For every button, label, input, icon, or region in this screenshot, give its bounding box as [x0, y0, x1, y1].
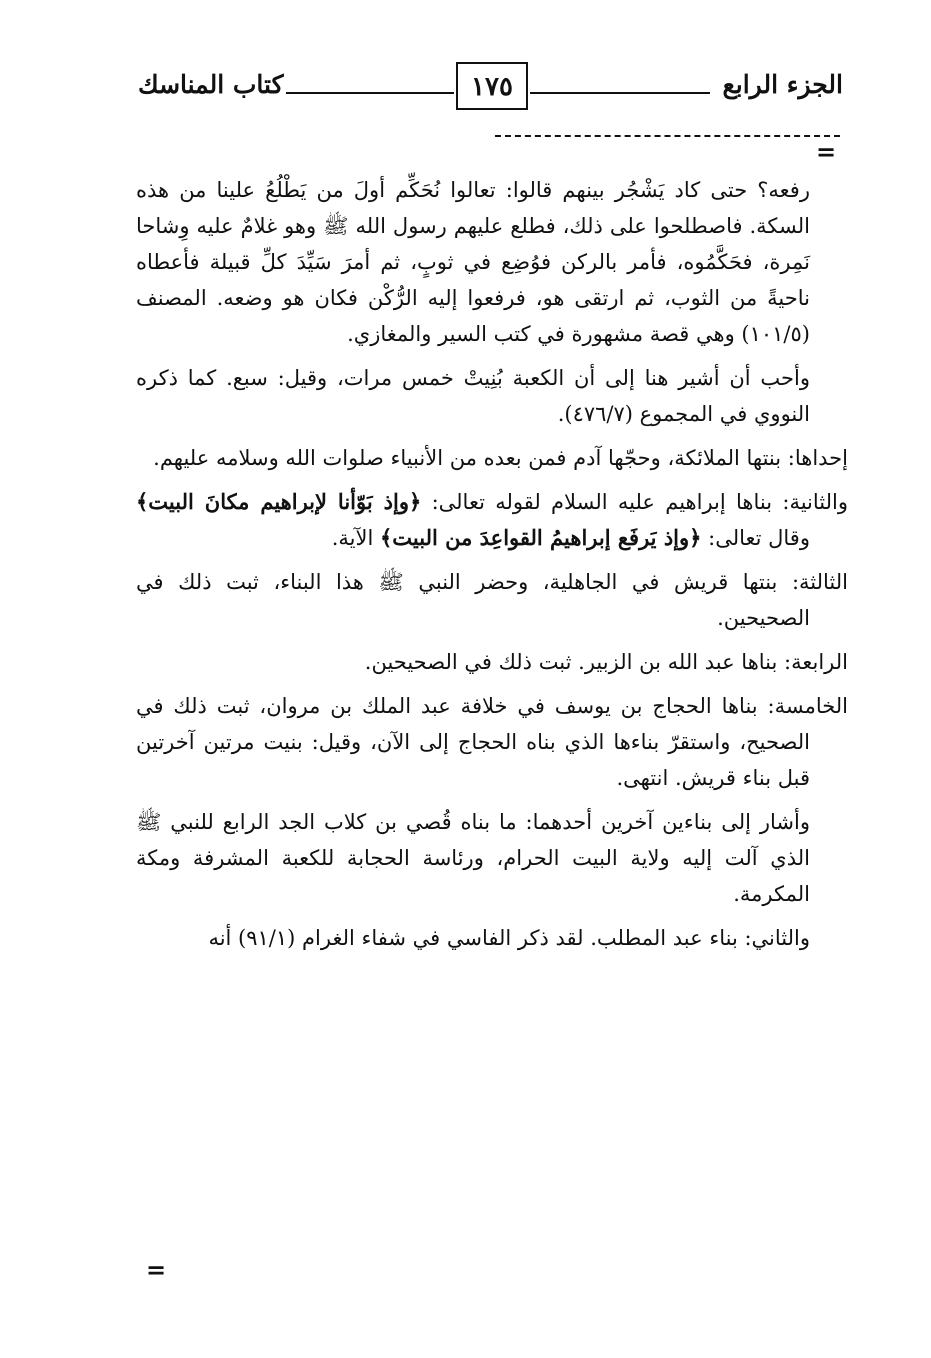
paragraph-second: [136, 484, 848, 556]
second-text-b: وقال تعالى:: [701, 526, 810, 550]
paragraph-fourth: الرابعة: بناها عبد الله بن الزبير. ثبت ذلك في الصحيحين.: [364, 650, 848, 674]
footnote-separator: [495, 135, 840, 137]
paragraph-abdulmuttalib: والثاني: بناء عبد المطلب. لقد ذكر الفاسي في شفاء الغرام (٩١/١) أنه: [208, 926, 810, 950]
header-rule-right: [530, 92, 710, 94]
quran-verse-2: ﴿وإذ يَرفَع إبراهيمُ القواعِدَ من البيت﴾: [379, 525, 702, 550]
continuation-mark-bottom: =: [146, 1255, 167, 1284]
paragraph-other-buildings: وأشار إلى بناءين آخرين أحدهما: ما بناه قُصي بن كلاب الجد الرابع للنبي ﷺ الذي آلت إليه ولاية البيت الحرام، ورئاسة الحجابة للكعبة المشرفة ومكة المكرمة.: [136, 810, 810, 906]
book-title: كتاب المناسك: [138, 70, 284, 99]
paragraph-first: إحداها: بنتها الملائكة، وحجّها آدم فمن بعده من الأنبياء صلوات الله وسلامه عليهم.: [153, 446, 848, 470]
page-number: ١٧٥: [456, 62, 528, 110]
paragraph-fifth: الخامسة: بناها الحجاج بن يوسف في خلافة عبد الملك بن مروان، ثبت ذلك في الصحيح، واستقرّ بناءها الذي بناه الحجاج إلى الآن، وقيل: بنيت مرتين آخرتين قبل بناء قريش. انتهى.: [136, 694, 848, 790]
paragraph-third: الثالثة: بنتها قريش في الجاهلية، وحضر النبي ﷺ هذا البناء، ثبت ذلك في الصحيحين.: [136, 570, 848, 630]
page-body: [136, 172, 848, 964]
paragraph-story: رفعه؟ حتى كاد يَشْجُر بينهم قالوا: تعالوا نُحَكِّم أولَ من يَطْلُعُ علينا من هذه السكة. فاصطلحوا على ذلك، فطلع عليهم رسول الله ﷺ وهو غلامٌ عليه وِشاحا نَمِرة، فحَكَّمُوه، فأمر بالركن فوُضِع في ثوبٍ، ثم أمرَ سَيِّدَ كلِّ قبيلة فأعطاه ناحيةً من الثوب، ثم ارتقى هو، فرفعوا إليه الرُّكْن فكان هو وضعه. المصنف (١٠١/٥) وهي قصة مشهورة في كتب السير والمغازي.: [136, 178, 810, 346]
quran-verse-1: ﴿وإذ بَوّأنا لإبراهيم مكانَ البيت﴾: [136, 489, 422, 514]
part-title: الجزء الرابع: [722, 70, 843, 99]
page-header: [138, 62, 843, 122]
paragraph-intro: وأحب أن أشير هنا إلى أن الكعبة بُنِيتْ خمس مرات، وقيل: سبع. كما ذكره النووي في المجموع (٤٧٦/٧).: [136, 366, 810, 426]
header-rule-left: [286, 92, 454, 94]
continuation-mark-top: =: [816, 137, 837, 166]
second-text-a: والثانية: بناها إبراهيم عليه السلام لقوله تعالى:: [421, 490, 848, 514]
second-text-c: الآية.: [331, 526, 380, 550]
